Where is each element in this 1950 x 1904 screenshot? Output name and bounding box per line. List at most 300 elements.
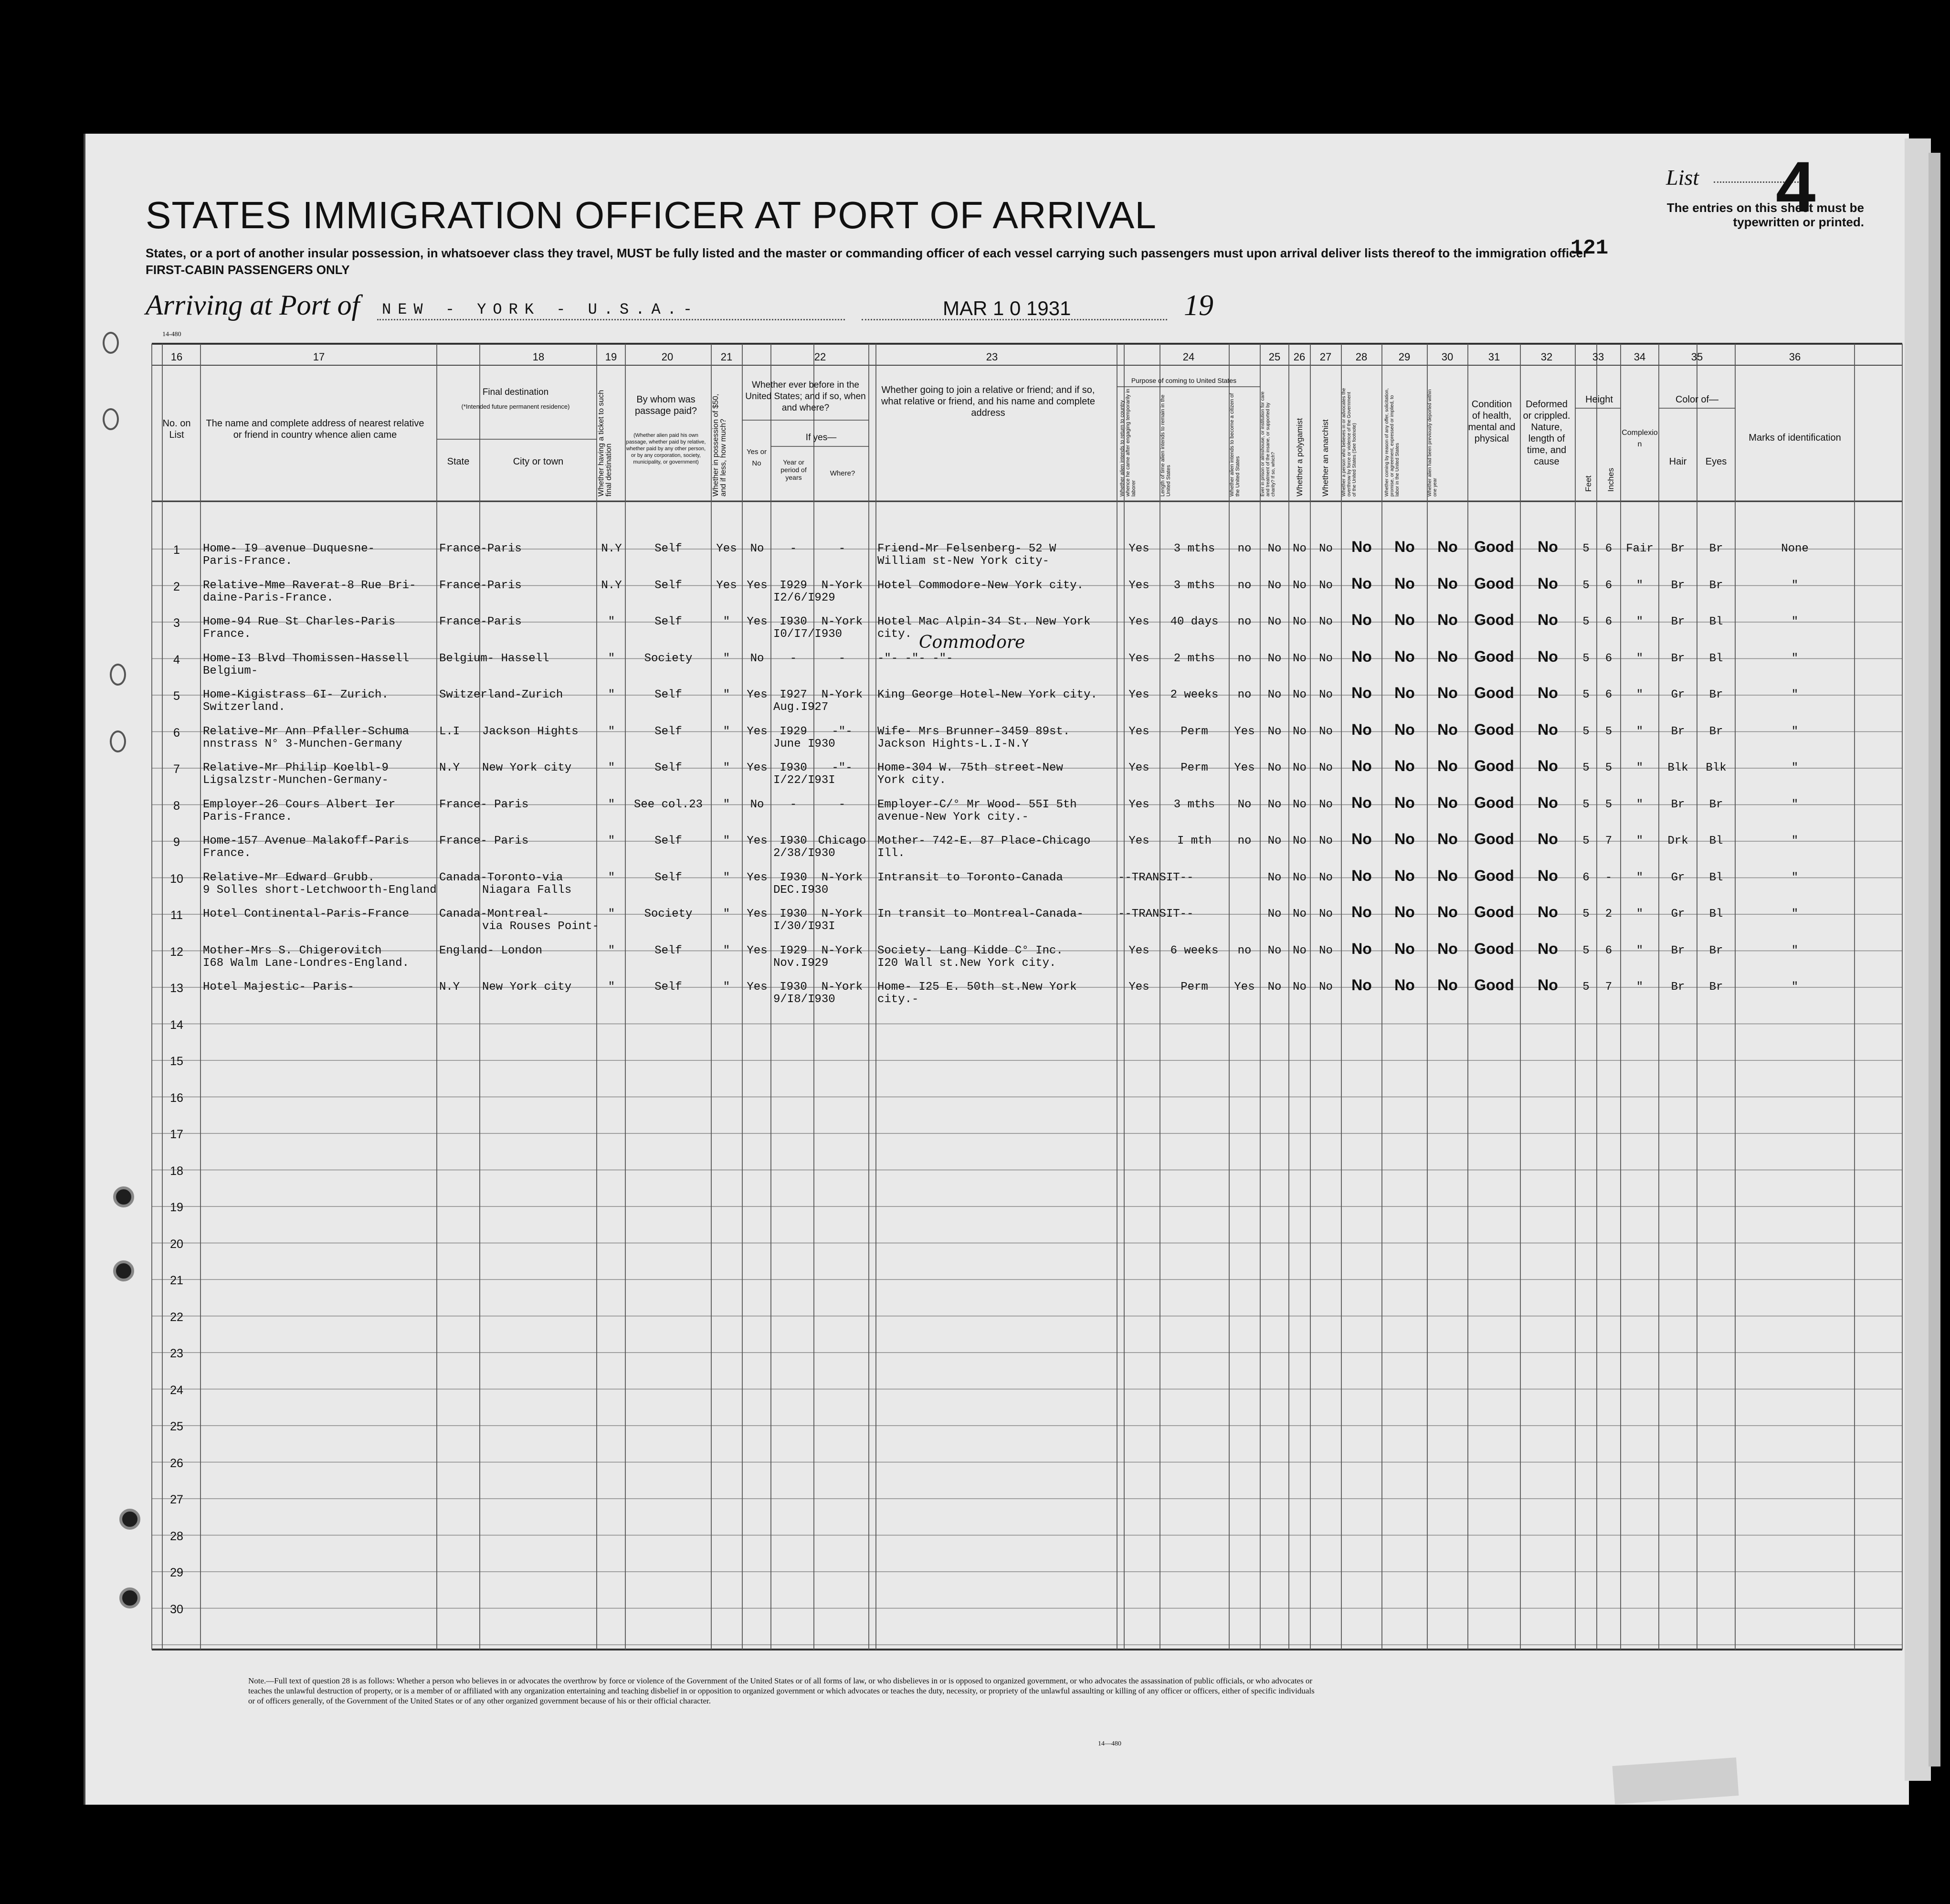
col29-value: No	[1394, 538, 1415, 555]
column-number: 22	[814, 351, 826, 363]
deformed-value: No	[1538, 757, 1558, 774]
height-inches: 2	[1605, 908, 1613, 920]
col28-value: No	[1351, 538, 1372, 555]
where-visited: Chicago	[818, 835, 866, 847]
complexion-value: "	[1636, 688, 1644, 701]
header-col29: Whether coming by reason of any offer, solicitation, promise, or agreement, expressed or implied, to labor in the United States	[1384, 388, 1400, 497]
col25-value: No	[1267, 908, 1282, 920]
deformed-value: No	[1538, 976, 1558, 994]
purpose-citizen: No	[1237, 798, 1252, 811]
passage-paid-by: Society	[644, 652, 693, 665]
year-visited: I929	[780, 725, 807, 738]
col30-value: No	[1437, 793, 1458, 811]
joining-line1: Hotel Mac Alpin-34 St. New York	[877, 615, 1091, 628]
ever-before-value: Yes	[747, 981, 768, 994]
header-condition: Condition of health, mental and physical	[1468, 399, 1516, 444]
height-inches: 7	[1605, 981, 1613, 994]
header-yes-no: Yes or No	[747, 448, 767, 467]
complexion-value: Fair	[1626, 542, 1654, 555]
health-condition: Good	[1474, 793, 1514, 811]
column-number: 30	[1441, 351, 1454, 363]
col25-value: No	[1267, 762, 1282, 774]
purpose-return: Yes	[1128, 798, 1149, 811]
relative-address-line2: France.	[203, 628, 251, 641]
col25-value: No	[1267, 944, 1282, 957]
passage-paid-by: See col.23	[633, 798, 703, 811]
deformed-value: No	[1538, 830, 1558, 847]
hair-color: Br	[1671, 542, 1685, 555]
relative-address-line2: France.	[203, 847, 251, 860]
hair-color: Br	[1671, 652, 1685, 665]
purpose-citizen: no	[1237, 944, 1252, 957]
ticket-value: N.Y	[601, 542, 622, 555]
purpose-citizen: no	[1237, 688, 1252, 701]
relative-address-line2: I68 Walm Lane-Londres-England.	[203, 956, 410, 970]
col30-value: No	[1437, 940, 1458, 957]
polygamist-value: No	[1293, 615, 1307, 628]
complexion-value: "	[1636, 944, 1644, 957]
port-value: NEW - YORK - U.S.A.-	[382, 301, 699, 318]
col29-value: No	[1394, 574, 1415, 592]
header-eyes: Eyes	[1705, 456, 1727, 467]
column-number: 21	[720, 351, 733, 363]
destination-state: France-Paris	[439, 615, 522, 628]
purpose-citizen: Yes	[1234, 725, 1255, 738]
col28-value: No	[1351, 574, 1372, 592]
where-visited: -	[838, 798, 846, 811]
purpose-citizen: Yes	[1234, 762, 1255, 774]
fifty-dollars-value: Yes	[716, 542, 737, 555]
health-condition: Good	[1474, 976, 1514, 994]
where-visited: N-York	[821, 871, 863, 884]
height-feet: 5	[1582, 725, 1590, 738]
col28-value: No	[1351, 940, 1372, 957]
hair-color: Br	[1671, 615, 1685, 628]
row-number: 27	[170, 1493, 183, 1506]
passage-paid-by: Self	[654, 615, 682, 628]
polygamist-value: No	[1293, 762, 1307, 774]
anarchist-value: No	[1319, 688, 1333, 701]
row-number: 11	[170, 909, 183, 922]
relative-address-line1: Home-Kigistrass 6I- Zurich.	[203, 688, 389, 701]
eye-color: Bl	[1709, 615, 1723, 628]
height-inches: 6	[1605, 652, 1613, 665]
col29-value: No	[1394, 976, 1415, 994]
purpose-return: Yes	[1128, 762, 1149, 774]
row-number: 24	[170, 1383, 183, 1397]
ticket-value: "	[608, 871, 615, 884]
identification-marks: "	[1791, 579, 1799, 592]
fifty-dollars-value: "	[723, 871, 730, 884]
transit-note: --TRANSIT--	[1118, 871, 1194, 884]
row-number: 10	[170, 872, 183, 886]
health-condition: Good	[1474, 684, 1514, 701]
column-number: 16	[170, 351, 183, 363]
col30-value: No	[1437, 867, 1458, 884]
row-number: 17	[170, 1128, 183, 1141]
relative-address-line1: Home-157 Avenue Malakoff-Paris	[203, 835, 410, 847]
ever-before-value: Yes	[747, 579, 768, 592]
footnote-question-28: Note.—Full text of question 28 is as follows: Whether a person who believes in or advocates the overthrow by force or violence of the Government of the United States or of all forms of law, or who disbelieves in or is opposed to organized government, or who advocates the assassination of public officials, or who advocates or teaches the unlawful destruction of property, or is a member of or affiliated with any organization entertaining and teaching disbelief in or opposition to organized government or which advocates or teaches the duty, necessity, or propriety of the unlawful assaulting or killing of any officer or officers, either of specific individuals or of officers generally, of the Government of the United States or of any other organized government because of his or their official character.	[248, 1676, 1315, 1705]
col30-value: No	[1437, 611, 1458, 628]
purpose-length: 3 mths	[1173, 579, 1215, 592]
anarchist-value: No	[1319, 579, 1333, 592]
column-number: 33	[1592, 351, 1604, 363]
col29-value: No	[1394, 867, 1415, 884]
ever-before-value: Yes	[747, 871, 768, 884]
hair-color: Br	[1671, 944, 1685, 957]
joining-line1: Friend-Mr Felsenberg- 52 W	[877, 542, 1056, 555]
destination-state: France-Paris	[439, 579, 522, 592]
page-title: STATES IMMIGRATION OFFICER AT PORT OF ARRIVAL	[146, 194, 1157, 236]
year-visited: -	[790, 542, 797, 555]
col28-value: No	[1351, 793, 1372, 811]
header-deformed: Deformed or crippled. Nature, length of time, and cause	[1523, 399, 1571, 467]
eye-color: Br	[1709, 579, 1723, 592]
polygamist-value: No	[1293, 688, 1307, 701]
purpose-citizen: no	[1237, 579, 1252, 592]
relative-address-line1: Mother-Mrs S. Chigerovitch	[203, 944, 382, 957]
eye-color: Bl	[1709, 908, 1723, 920]
purpose-length: Perm	[1181, 725, 1208, 738]
joining-line1: King George Hotel-New York city.	[877, 688, 1097, 701]
column-number: 23	[986, 351, 998, 363]
deformed-value: No	[1538, 940, 1558, 957]
column-number: 28	[1355, 351, 1368, 363]
deformed-value: No	[1538, 647, 1558, 665]
eye-color: Br	[1709, 798, 1723, 811]
purpose-citizen: no	[1237, 835, 1252, 847]
destination-state: N.Y	[439, 762, 460, 774]
height-feet: 5	[1582, 579, 1590, 592]
destination-state: Canada-Montreal-	[439, 908, 549, 920]
joining-line2: I20 Wall st.New York city.	[877, 956, 1056, 970]
ever-before-value: Yes	[747, 944, 768, 957]
year-visited: I929	[780, 944, 807, 957]
eye-color: Br	[1709, 944, 1723, 957]
header-col30: Whether alien had been previously deported within one year	[1427, 389, 1438, 497]
height-inches: 6	[1605, 542, 1613, 555]
destination-state: England- London	[439, 944, 543, 957]
purpose-return: Yes	[1128, 688, 1149, 701]
identification-marks: "	[1791, 652, 1799, 665]
joining-line1: In transit to Montreal-Canada-	[877, 908, 1084, 920]
eye-color: Br	[1709, 725, 1723, 738]
col29-value: No	[1394, 940, 1415, 957]
col25-value: No	[1267, 542, 1282, 555]
date-visited: June I930	[773, 737, 835, 751]
where-visited: N-York	[821, 908, 863, 920]
destination-city: Jackson Hights	[482, 725, 579, 738]
relative-address-line2: nnstrass N° 3-Munchen-Germany	[203, 737, 402, 751]
col25-value: No	[1267, 652, 1282, 665]
height-feet: 5	[1582, 762, 1590, 774]
complexion-value: "	[1636, 871, 1644, 884]
row-number: 9	[173, 836, 180, 849]
deformed-value: No	[1538, 684, 1558, 701]
identification-marks: "	[1791, 981, 1799, 994]
row-number: 14	[170, 1018, 183, 1032]
class-label: FIRST-CABIN PASSENGERS ONLY	[146, 263, 350, 277]
height-feet: 5	[1582, 542, 1590, 555]
identification-marks: "	[1791, 688, 1799, 701]
deformed-value: No	[1538, 903, 1558, 920]
ticket-value: "	[608, 944, 615, 957]
col25-value: No	[1267, 688, 1282, 701]
eye-color: Bl	[1709, 835, 1723, 847]
sheet-number: 121	[1571, 236, 1609, 260]
row-number: 22	[170, 1310, 183, 1324]
purpose-return: Yes	[1128, 652, 1149, 665]
ever-before-value: Yes	[747, 688, 768, 701]
row-number: 5	[173, 689, 180, 703]
date-visited: 9/I8/I930	[773, 993, 835, 1006]
destination-state: France- Paris	[439, 798, 529, 811]
ticket-value: "	[608, 688, 615, 701]
passage-paid-by: Self	[654, 725, 682, 738]
date-visited: I0/I7/I930	[773, 628, 843, 641]
eye-color: Br	[1709, 688, 1723, 701]
purpose-return: Yes	[1128, 981, 1149, 994]
complexion-value: "	[1636, 579, 1644, 592]
ever-before-value: Yes	[747, 908, 768, 920]
where-visited: N-York	[821, 688, 863, 701]
joining-line2: avenue-New York city.-	[877, 810, 1029, 824]
col29-value: No	[1394, 903, 1415, 920]
destination-state: Switzerland-Zurich	[439, 688, 563, 701]
row-number: 20	[170, 1237, 183, 1251]
identification-marks: "	[1791, 725, 1799, 738]
year-visited: I929	[780, 579, 807, 592]
height-feet: 5	[1582, 615, 1590, 628]
column-number: 24	[1182, 351, 1195, 363]
row-number: 7	[173, 762, 180, 776]
anarchist-value: No	[1319, 798, 1333, 811]
destination-state: N.Y	[439, 981, 460, 994]
row-number: 28	[170, 1529, 183, 1543]
col29-value: No	[1394, 720, 1415, 738]
purpose-citizen: Yes	[1234, 981, 1255, 994]
complexion-value: "	[1636, 798, 1644, 811]
col29-value: No	[1394, 611, 1415, 628]
header-passage-paid-note: (Whether alien paid his own passage, whether paid by relative, whether paid by any other person, or by any corporation, society, municipality, or government)	[626, 433, 706, 465]
complexion-value: "	[1636, 762, 1644, 774]
handwritten-commodore: Commodore	[919, 633, 1025, 652]
relative-address-line1: Employer-26 Cours Albert Ier	[203, 798, 396, 811]
relative-address-line1: Relative-Mr Ann Pfaller-Schuma	[203, 725, 410, 738]
column-number: 26	[1293, 351, 1306, 363]
height-feet: 5	[1582, 908, 1590, 920]
year-visited: I930	[780, 871, 807, 884]
ticket-value: "	[608, 835, 615, 847]
relative-address-line1: Relative-Mme Raverat-8 Rue Bri-	[203, 579, 416, 592]
anarchist-value: No	[1319, 908, 1333, 920]
hair-color: Br	[1671, 798, 1685, 811]
deformed-value: No	[1538, 574, 1558, 592]
health-condition: Good	[1474, 830, 1514, 847]
relative-address-line2: 9 Solles short-Letchwoorth-England	[203, 883, 437, 897]
passage-paid-by: Society	[644, 908, 693, 920]
fifty-dollars-value: "	[723, 908, 730, 920]
footer-form-code: 14—480	[1098, 1740, 1121, 1747]
health-condition: Good	[1474, 757, 1514, 774]
complexion-value: "	[1636, 908, 1644, 920]
where-visited: -"-	[832, 725, 853, 738]
row-number: 6	[173, 726, 180, 740]
hair-color: Drk	[1667, 835, 1688, 847]
row-number: 26	[170, 1456, 183, 1470]
row-number: 4	[173, 653, 180, 666]
relative-address-line2: Paris-France.	[203, 810, 293, 824]
ever-before-value: Yes	[747, 725, 768, 738]
polygamist-value: No	[1293, 652, 1307, 665]
joining-line1: Hotel Commodore-New York city.	[877, 579, 1084, 592]
ticket-value: "	[608, 725, 615, 738]
header-fifty-dollars: Whether in possession of $50, and if less, how much?	[712, 393, 727, 497]
year-visited: I927	[780, 688, 807, 701]
header-year-period: Year or period of years	[780, 458, 807, 481]
health-condition: Good	[1474, 574, 1514, 592]
row-number: 13	[170, 982, 183, 995]
relative-address-line1: Home-I3 Blvd Thomissen-Hassell	[203, 652, 410, 665]
form-code: 14-480	[162, 331, 181, 338]
hair-color: Blk	[1667, 762, 1688, 774]
row-number: 16	[170, 1091, 183, 1105]
destination-city: via Rouses Point-	[482, 920, 599, 933]
row-number: 29	[170, 1566, 183, 1579]
header-city: City or town	[513, 456, 564, 467]
hair-color: Gr	[1671, 871, 1685, 884]
relative-address-line2: Paris-France.	[203, 555, 293, 568]
joining-line2: city.-	[877, 993, 919, 1006]
identification-marks: "	[1791, 835, 1799, 847]
anarchist-value: No	[1319, 762, 1333, 774]
header-feet: Feet	[1584, 475, 1593, 492]
date-visited: Nov.I929	[773, 956, 829, 970]
date-visited: 2/38/I930	[773, 847, 835, 860]
relative-address-line1: Hotel Continental-Paris-France	[203, 908, 410, 920]
deformed-value: No	[1538, 867, 1558, 884]
hair-color: Br	[1671, 725, 1685, 738]
polygamist-value: No	[1293, 871, 1307, 884]
header-color-of: Color of—	[1675, 394, 1719, 405]
year-prefix: 19	[1184, 289, 1213, 322]
anarchist-value: No	[1319, 542, 1333, 555]
ticket-value: N.Y	[601, 579, 622, 592]
joining-line2: York city.	[877, 774, 947, 787]
passage-paid-by: Self	[654, 688, 682, 701]
column-number: 36	[1789, 351, 1801, 363]
anarchist-value: No	[1319, 835, 1333, 847]
col30-value: No	[1437, 574, 1458, 592]
purpose-return: Yes	[1128, 615, 1149, 628]
col28-value: No	[1351, 611, 1372, 628]
purpose-return: Yes	[1128, 725, 1149, 738]
col25-value: No	[1267, 835, 1282, 847]
col30-value: No	[1437, 720, 1458, 738]
fifty-dollars-value: "	[723, 652, 730, 665]
purpose-length: 3 mths	[1173, 542, 1215, 555]
ticket-value: "	[608, 908, 615, 920]
joining-line1: Wife- Mrs Brunner-3459 89st.	[877, 725, 1070, 738]
header-if-yes: If yes—	[805, 433, 837, 443]
header-col28: Whether a person who believes in or advocates the overthrow by force or violence of the Government of the United States (See footnote)	[1341, 388, 1357, 497]
row-number: 30	[170, 1602, 183, 1616]
purpose-return: Yes	[1128, 944, 1149, 957]
col25-value: No	[1267, 981, 1282, 994]
polygamist-value: No	[1293, 944, 1307, 957]
row-number: 19	[170, 1201, 183, 1214]
anarchist-value: No	[1319, 725, 1333, 738]
col29-value: No	[1394, 793, 1415, 811]
height-inches: -	[1605, 871, 1613, 884]
complexion-value: "	[1636, 615, 1644, 628]
fifty-dollars-value: Yes	[716, 579, 737, 592]
fifty-dollars-value: "	[723, 762, 730, 774]
purpose-length: 2 mths	[1173, 652, 1215, 665]
header-height: Height	[1585, 394, 1613, 405]
column-number: 19	[605, 351, 617, 363]
health-condition: Good	[1474, 867, 1514, 884]
col30-value: No	[1437, 903, 1458, 920]
header-purpose-length: Length of time alien intends to remain in the United States	[1160, 394, 1171, 497]
identification-marks: "	[1791, 798, 1799, 811]
col30-value: No	[1437, 976, 1458, 994]
row-number: 21	[170, 1274, 183, 1287]
purpose-length: 3 mths	[1173, 798, 1215, 811]
polygamist-value: No	[1293, 908, 1307, 920]
arrival-date-stamp: MAR 1 0 1931	[943, 297, 1071, 319]
col28-value: No	[1351, 976, 1372, 994]
col30-value: No	[1437, 538, 1458, 555]
date-visited: I2/6/I929	[773, 591, 835, 604]
complexion-value: "	[1636, 981, 1644, 994]
joining-line1: Intransit to Toronto-Canada	[877, 871, 1063, 884]
row-number: 18	[170, 1164, 183, 1178]
header-anarchist: Whether an anarchist	[1321, 419, 1330, 497]
health-condition: Good	[1474, 903, 1514, 920]
ticket-value: "	[608, 798, 615, 811]
height-feet: 5	[1582, 688, 1590, 701]
row-number: 3	[173, 616, 180, 630]
joining-line2: Ill.	[877, 847, 905, 860]
relative-address-line2: daine-Paris-France.	[203, 591, 334, 604]
passage-paid-by: Self	[654, 871, 682, 884]
destination-city: Niagara Falls	[482, 883, 572, 897]
col25-value: No	[1267, 798, 1282, 811]
column-number: 35	[1691, 351, 1703, 363]
eye-color: Bl	[1709, 871, 1723, 884]
polygamist-value: No	[1293, 981, 1307, 994]
purpose-length: 6 weeks	[1170, 944, 1219, 957]
year-visited: I930	[780, 762, 807, 774]
row-number: 1	[173, 543, 180, 557]
date-visited: DEC.I930	[773, 883, 829, 897]
hair-color: Br	[1671, 981, 1685, 994]
row-number: 25	[170, 1420, 183, 1433]
header-hair: Hair	[1669, 456, 1687, 467]
header-joining: Whether going to join a relative or friend; and if so, what relative or friend, and his name and complete address	[881, 385, 1096, 418]
height-inches: 5	[1605, 762, 1613, 774]
col30-value: No	[1437, 757, 1458, 774]
column-number: 32	[1540, 351, 1553, 363]
identification-marks: "	[1791, 908, 1799, 920]
col28-value: No	[1351, 830, 1372, 847]
height-feet: 5	[1582, 944, 1590, 957]
destination-city: New York city	[482, 981, 572, 994]
relative-address-line1: Hotel Majestic- Paris-	[203, 981, 354, 994]
height-feet: 5	[1582, 652, 1590, 665]
